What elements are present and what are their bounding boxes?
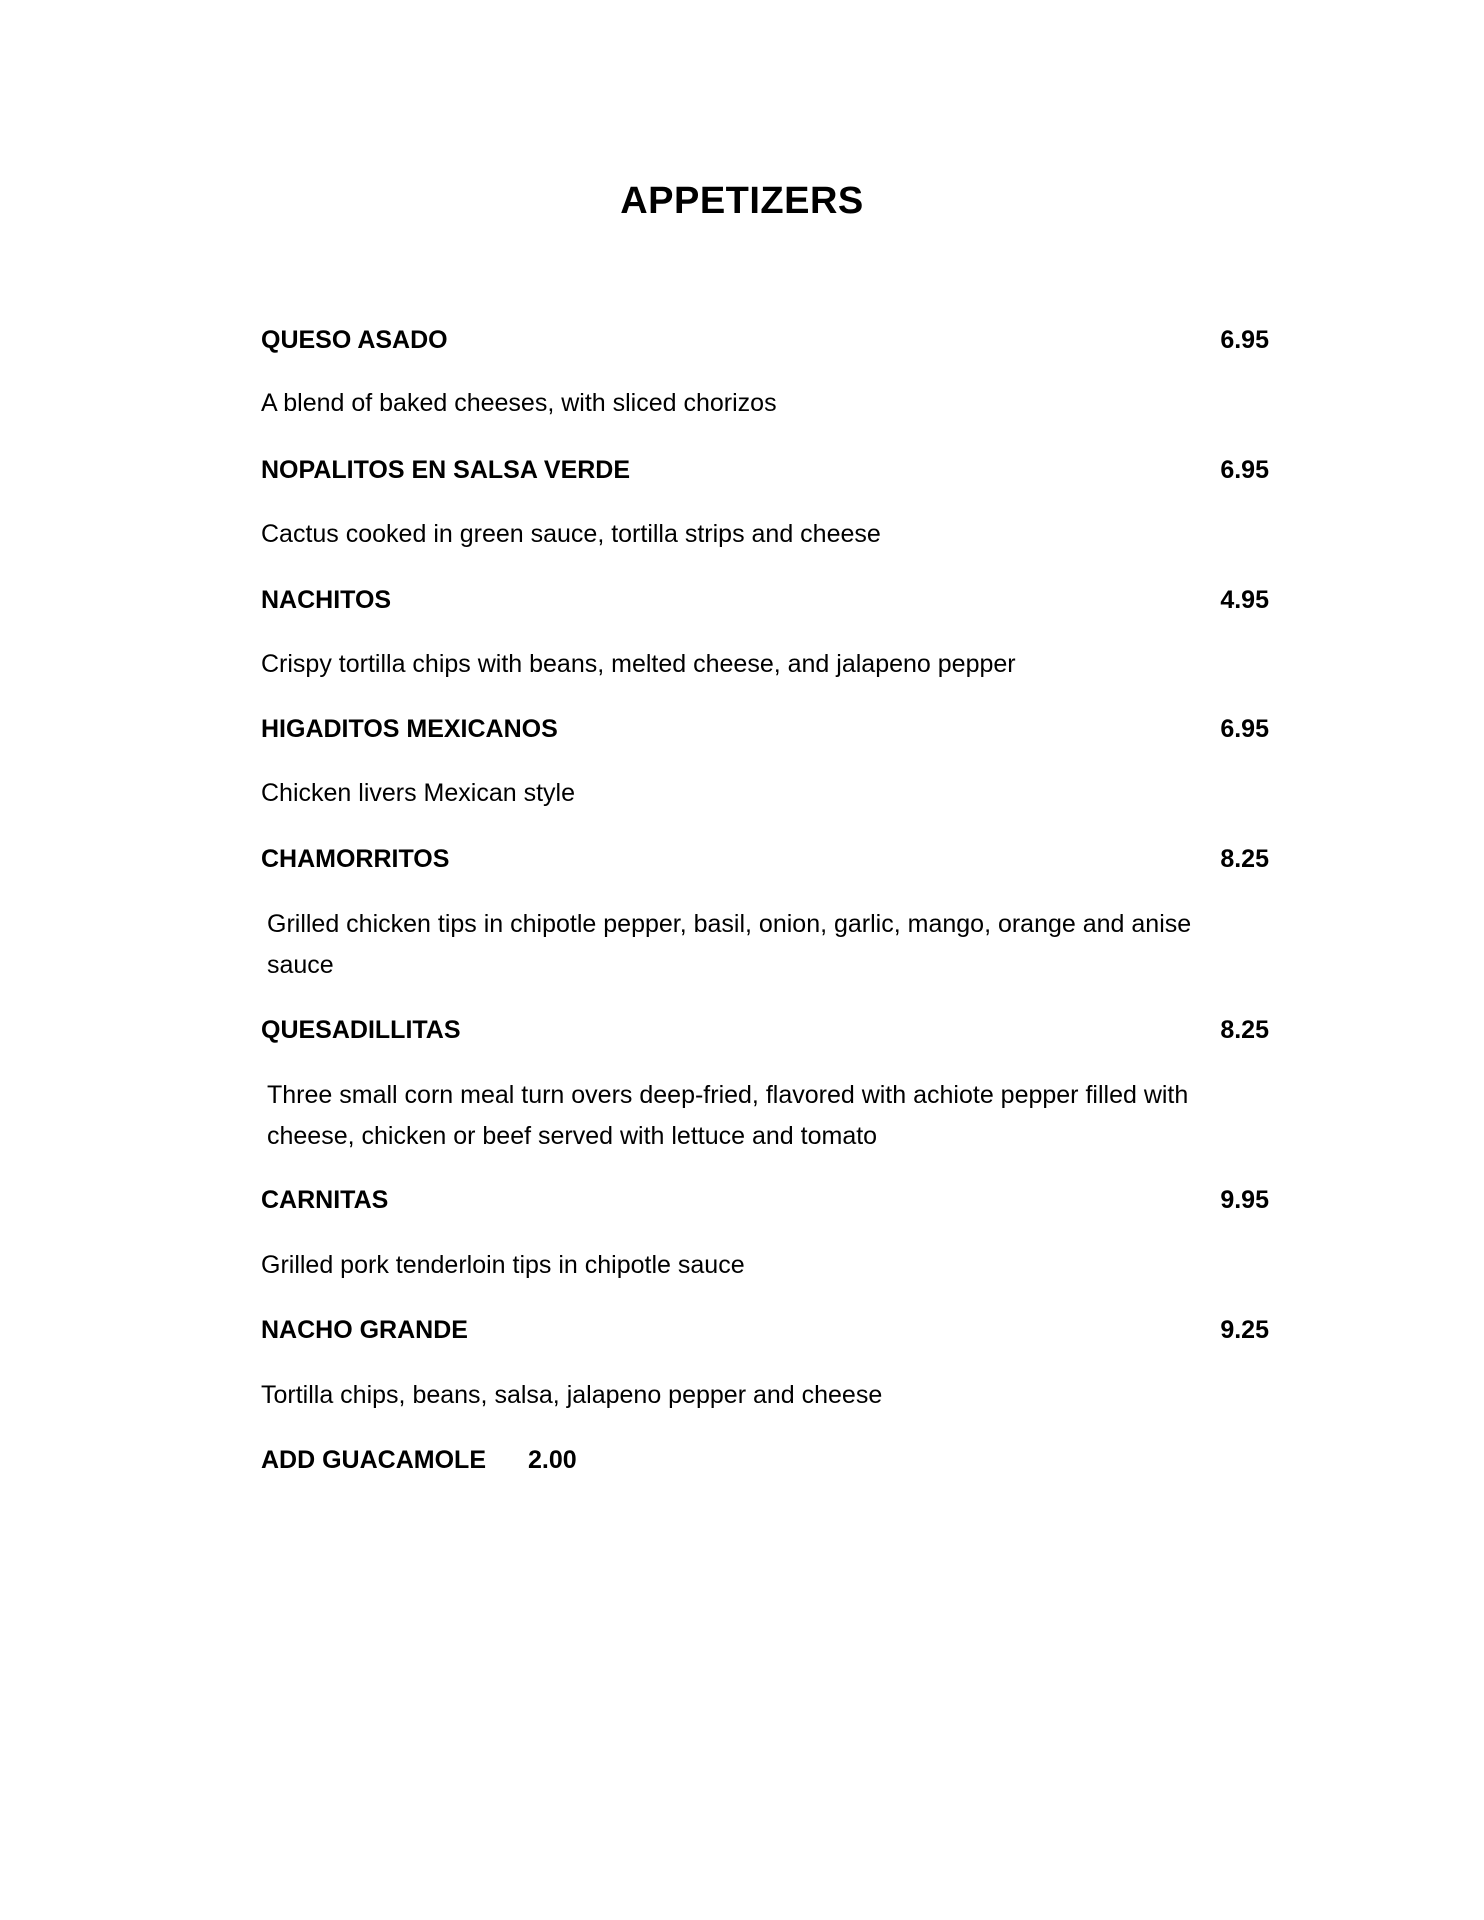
menu-item <box>261 322 1269 358</box>
menu-item <box>261 1012 1269 1048</box>
menu-item <box>261 452 1269 488</box>
item-name: NACHITOS <box>261 586 392 614</box>
addon-label: ADD GUACAMOLE <box>261 1446 486 1474</box>
item-price: 4.95 <box>1220 586 1269 614</box>
menu-item <box>261 1312 1269 1348</box>
item-price: 6.95 <box>1220 456 1269 484</box>
item-name: NOPALITOS EN SALSA VERDE <box>261 456 631 484</box>
item-price: 8.25 <box>1220 845 1269 873</box>
menu-item <box>261 1182 1269 1218</box>
menu-item <box>261 841 1269 877</box>
menu-item <box>261 582 1269 618</box>
item-description: Crispy tortilla chips with beans, melted cheese, and jalapeno pepper <box>261 650 1016 678</box>
item-description: Cactus cooked in green sauce, tortilla strips and cheese <box>261 520 881 548</box>
menu-item <box>261 711 1269 747</box>
item-description: Grilled pork tenderloin tips in chipotle sauce <box>261 1251 745 1279</box>
item-description: A blend of baked cheeses, with sliced chorizos <box>261 389 777 417</box>
page-title: APPETIZERS <box>620 180 864 222</box>
item-price: 9.95 <box>1220 1186 1269 1214</box>
item-name: CARNITAS <box>261 1186 389 1214</box>
item-price: 6.95 <box>1220 326 1269 354</box>
item-name: CHAMORRITOS <box>261 845 450 873</box>
item-price: 8.25 <box>1220 1016 1269 1044</box>
addon-price: 2.00 <box>528 1446 577 1474</box>
item-description: Three small corn meal turn overs deep-fried, flavored with achiote pepper filled with cheese, chicken or beef served with lettuce and tomato <box>267 1081 1189 1150</box>
item-description: Grilled chicken tips in chipotle pepper, basil, onion, garlic, mango, orange and anise sauce <box>267 910 1192 979</box>
item-name: NACHO GRANDE <box>261 1316 468 1344</box>
item-name: QUESO ASADO <box>261 326 448 354</box>
item-price: 6.95 <box>1220 715 1269 743</box>
item-name: QUESADILLITAS <box>261 1016 461 1044</box>
item-price: 9.25 <box>1220 1316 1269 1344</box>
item-name: HIGADITOS MEXICANOS <box>261 715 558 743</box>
item-description: Tortilla chips, beans, salsa, jalapeno pepper and cheese <box>261 1381 883 1409</box>
item-description: Chicken livers Mexican style <box>261 779 575 807</box>
addon-line <box>261 1442 861 1478</box>
